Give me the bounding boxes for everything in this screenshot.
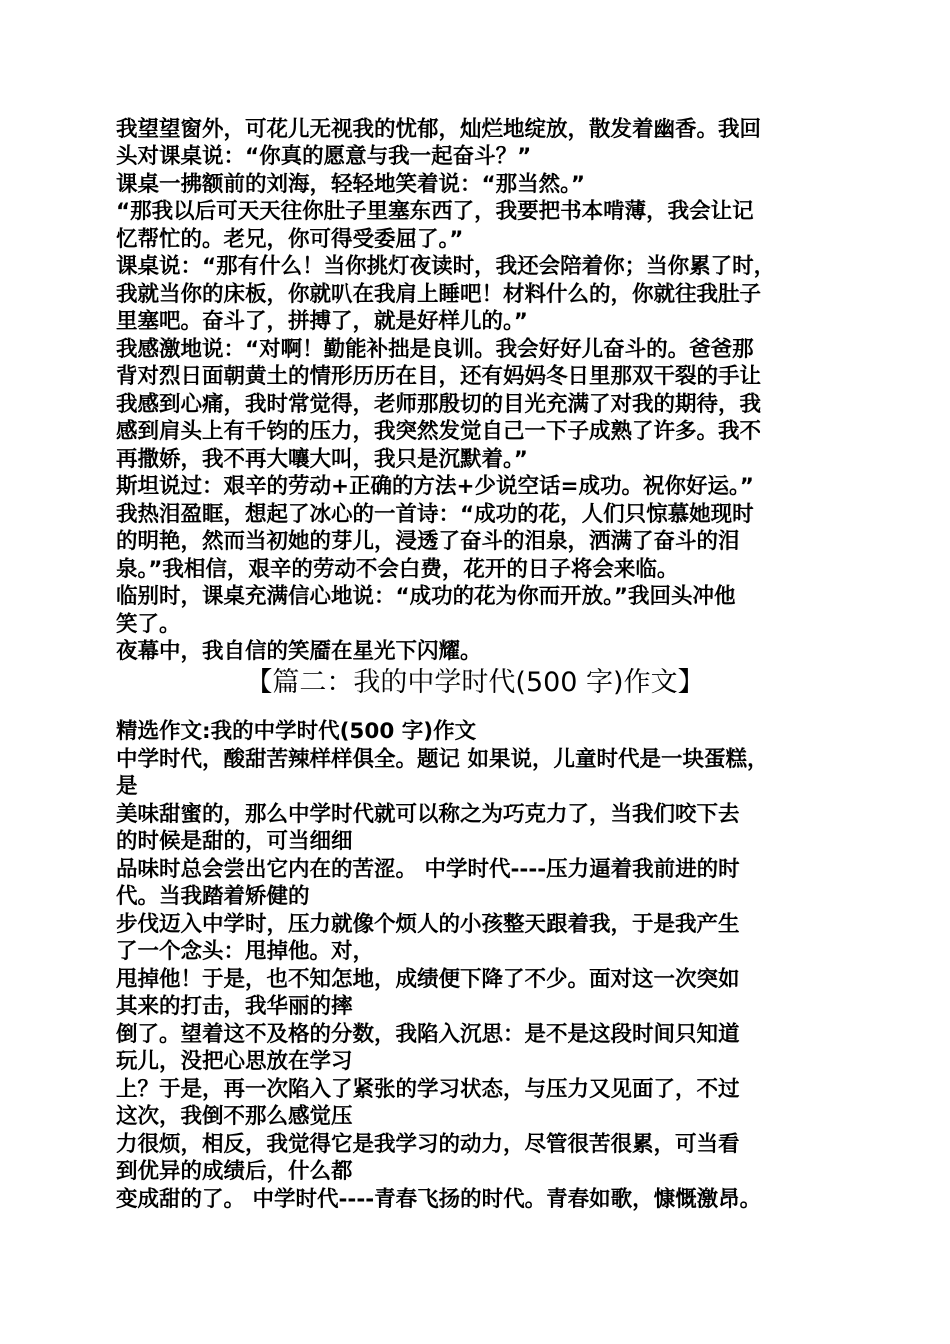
text-line: 我热泪盈眶，想起了冰心的一首诗：“成功的花，人们只惊慕她现时: [116, 502, 754, 527]
text-line: 这次，我倒不那么感觉压: [116, 1104, 353, 1129]
text-line: 夜幕中，我自信的笑靥在星光下闪耀。: [116, 639, 482, 664]
text-line: 其来的打击，我华丽的摔: [116, 994, 353, 1019]
text-line: 倒了。望着这不及格的分数，我陷入沉思：是不是这段时间只知道: [116, 1022, 740, 1047]
text-line: 了一个念头：甩掉他。对，: [116, 939, 375, 964]
text-line: 我感激地说：“对啊！勤能补拙是良训。我会好好儿奋斗的。爸爸那: [116, 337, 754, 362]
text-line: 我就当你的床板，你就叭在我肩上睡吧！材料什么的，你就往我肚子: [116, 282, 762, 307]
text-line: 甩掉他！于是，也不知怎地，成绩便下降了不少。面对这一次突如: [116, 967, 740, 992]
text-line: 中学时代，酸甜苦辣样样俱全。题记 如果说，儿童时代是一块蛋糕，: [116, 747, 769, 772]
text-line: 力很烦，相反，我觉得它是我学习的动力，尽管很苦很累，可当看: [116, 1132, 740, 1157]
text-line: 我望望窗外，可花儿无视我的忧郁，灿烂地绽放，散发着幽香。我回: [116, 117, 762, 142]
text-line: 精选作文:我的中学时代(500 字)作文: [116, 719, 477, 744]
text-line: 笑了。: [116, 612, 181, 637]
text-line: 的时候是甜的，可当细细: [116, 829, 353, 854]
text-line: 感到肩头上有千钧的压力，我突然发觉自己一下子成熟了许多。我不: [116, 419, 762, 444]
text-line: 美味甜蜜的，那么中学时代就可以称之为巧克力了，当我们咬下去: [116, 802, 740, 827]
text-line: 课桌一拂额前的刘海，轻轻地笑着说：“那当然。”: [116, 172, 586, 197]
text-line: 的明艳，然而当初她的芽儿，浸透了奋斗的泪泉，洒满了奋斗的泪: [116, 529, 740, 554]
text-line: “那我以后可天天往你肚子里塞东西了，我要把书本啃薄，我会让记: [116, 199, 754, 224]
text-line: 变成甜的了。 中学时代----青春飞扬的时代。青春如歌，慷慨激昂。: [116, 1187, 762, 1212]
text-line: 是: [116, 774, 138, 799]
text-line: 泉。”我相信，艰辛的劳动不会白费，花开的日子将会来临。: [116, 557, 679, 582]
text-line: 斯坦说过：艰辛的劳动+正确的方法+少说空话=成功。祝你好运。”: [116, 474, 754, 499]
text-line: 背对烈日面朝黄土的情形历历在目，还有妈妈冬日里那双干裂的手让: [116, 364, 762, 389]
text-line: 临别时，课桌充满信心地说：“成功的花为你而开放。”我回头冲他: [116, 584, 736, 609]
text-line: 里塞吧。奋斗了，拼搏了，就是好样儿的。”: [116, 309, 528, 334]
text-line: 品味时总会尝出它内在的苦涩。 中学时代----压力逼着我前进的时: [116, 857, 740, 882]
text-line: 忆帮忙的。老兄，你可得受委屈了。”: [116, 227, 464, 252]
text-line: 到优异的成绩后，什么都: [116, 1159, 353, 1184]
text-line: 我感到心痛，我时常觉得，老师那殷切的目光充满了对我的期待，我: [116, 392, 762, 417]
text-line: 课桌说：“那有什么！当你挑灯夜读时，我还会陪着你；当你累了时，: [116, 254, 776, 279]
text-line: 代。当我踏着矫健的: [116, 884, 310, 909]
text-line: 玩儿，没把心思放在学习: [116, 1049, 353, 1074]
text-line: 再撒娇，我不再大嚷大叫，我只是沉默着。”: [116, 447, 528, 472]
section-heading: 【篇二：我的中学时代(500 字)作文】: [245, 667, 705, 698]
text-line: 上？于是，再一次陷入了紧张的学习状态，与压力又见面了，不过: [116, 1077, 740, 1102]
text-line: 步伐迈入中学时，压力就像个烦人的小孩整天跟着我，于是我产生: [116, 912, 740, 937]
text-line: 头对课桌说：“你真的愿意与我一起奋斗？”: [116, 144, 532, 169]
